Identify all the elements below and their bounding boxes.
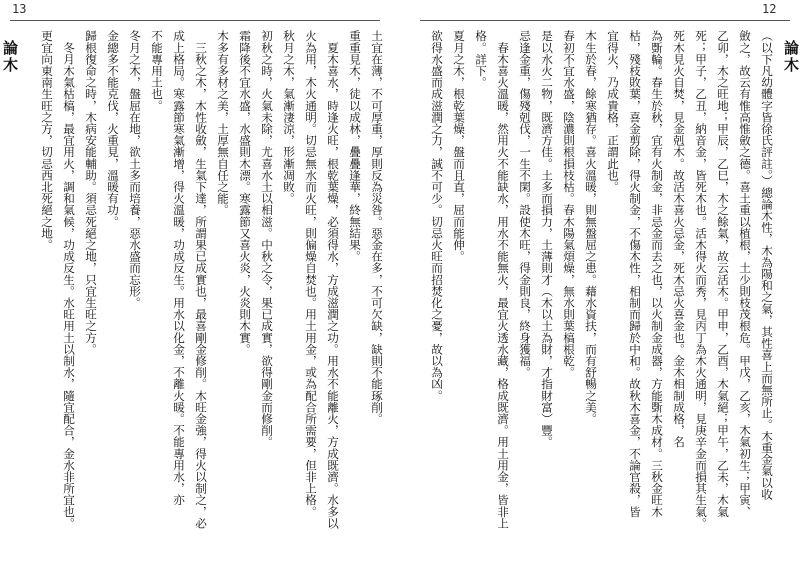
text-column: 忌逢金重，傷殘剋伐，一生不閑。設使木旺，得金則良，終身獲福。 (518, 30, 532, 378)
left-page-text (28, 30, 388, 565)
page-number-right: 12 (762, 2, 777, 16)
text-column: 夏木喜水，時逢火旺，根乾葉燥，必須得水，方成滋潤之功。用水不能離火，方成既濟。水多以 (326, 30, 340, 529)
text-column: 宜得火，乃成貴格，正謂此也。 (606, 30, 620, 193)
text-column: 木生於春，餘寒猶存。喜火溫暖，則無盤屈之患。藉水資扶，而有舒暢之美。 (584, 30, 598, 425)
text-column: 夏月之木，根乾葉燥，盤而且直，屈而能伸。 (452, 30, 466, 262)
running-head-left: 論木 (1, 40, 19, 74)
text-column: 三秋之木，木性收斂，生氣下達，所謂果已成實也，最喜剛金修削。木旺金強，得火以制之，必 (194, 30, 208, 529)
text-column: 歸根復命之時，木病安能輔助。須忌死絕之地，只宜生旺之方。 (84, 30, 98, 355)
text-column: 金總多不能克伐，火重見，溫暖有功。 (106, 30, 120, 228)
text-column: 死；甲子，乙丑，納音金，皆死木也。活木得火而秀，見丙丁為木火通明，見庚辛金而損其生氣。 (694, 30, 708, 529)
right-page (400, 0, 800, 575)
text-column: 乙卯，木之旺地；甲辰，乙巳，木之餘氣，故云活木。甲申，乙酉，木氣絕；甲午，乙未，木氣 (716, 30, 730, 518)
text-column: （以下凡幼體字皆徐氏評註。）總論木性，木為陽和之氣，其性喜上而無所止。木重金氣以收 (760, 30, 774, 500)
text-column: 初秋之時，火氣未除，尤喜水土以相滋。中秋之令，果已成實，欲得剛金而修削。 (260, 30, 274, 448)
text-column: 重重見木，徒以成林，疊疊逢華，終無結果。 (348, 30, 362, 262)
text-column: 死木見火自焚，見金剋木。故活木喜火忌金，死木忌火喜金也。金木相制成格，名 (672, 30, 686, 448)
text-column: 為斲輪。春生於秋，宜有火制金，非忌金而去之也，以火制金成器，方能斲木成材。三秋金旺木 (650, 30, 664, 518)
header-rule-right (420, 20, 790, 21)
text-column: 斂之，故云有惟高惟斂之德。喜土重以植根，土少則枝茂根危。甲戊，乙亥，木氣初生；甲寅、 (738, 30, 752, 518)
text-column: 冬月木氣枯槁，最宜用火，調和氣候，功成反生。水旺用土以制水，隨宜配合，金水非所宜也。 (62, 30, 76, 529)
running-head-right: 論木 (782, 40, 800, 74)
text-column: 土宜在薄，不可厚重，厚則反為災咎。惡金在多，不可欠缺，缺則不能琢削。 (370, 30, 384, 425)
text-column: 欲得水盛而成滋潤之力，誠不可少。切忌火旺而招焚化之憂，故以為凶。 (430, 30, 444, 402)
text-column: 秋月之木，氣漸淒涼，形漸凋敗。 (282, 30, 296, 204)
text-column: 木多有多材之美，土厚無自任之能。 (216, 30, 230, 216)
text-column: 是以水火二物，既濟方佳。土多而損力，土薄則才（木以土為財，才指財富）豐。 (540, 30, 554, 448)
text-column: 枯，殘枝敗葉，喜金剪除，得火制金，不傷木性，相制而歸於中和。故秋木喜金，不論官殺，皆 (628, 30, 642, 518)
text-column: 更宜向東南生旺之方，切忌西北死絕之地。 (40, 30, 54, 251)
text-column: 春初不宜水盛，陰濃則根損枝枯。春木陽氣煩燥，無水則葉槁根乾。 (562, 30, 576, 378)
text-column: 冬月之木，盤屈在地，欲土多而培養，惡水盛而忘形。 (128, 30, 142, 309)
text-column: 格。詳下。 (474, 30, 488, 88)
text-column: 火為用，木火通明。切忌無水而火旺，則偏燥自焚也。用土用金，或為配合所需要，但非上格。 (304, 30, 318, 518)
text-column: 成上格局。寒露節寒氣漸增，得火溫暖，功成反生。用水以化金，不離火暖。不能專用水，亦 (172, 30, 186, 506)
right-page-text (422, 30, 778, 565)
text-column: 不能專用土也。 (150, 30, 164, 112)
header-rule-left (10, 20, 380, 21)
text-column: 春木喜火溫暖，然用火不能缺水，用水不能無火，最宜火透水藏，格成既濟。用土用金，皆非上 (496, 30, 510, 529)
page-number-left: 13 (12, 2, 27, 16)
text-column: 霜降後不宜水盛，水盛則木漂。寒露節又喜火炎，火炎則木實。 (238, 30, 252, 355)
